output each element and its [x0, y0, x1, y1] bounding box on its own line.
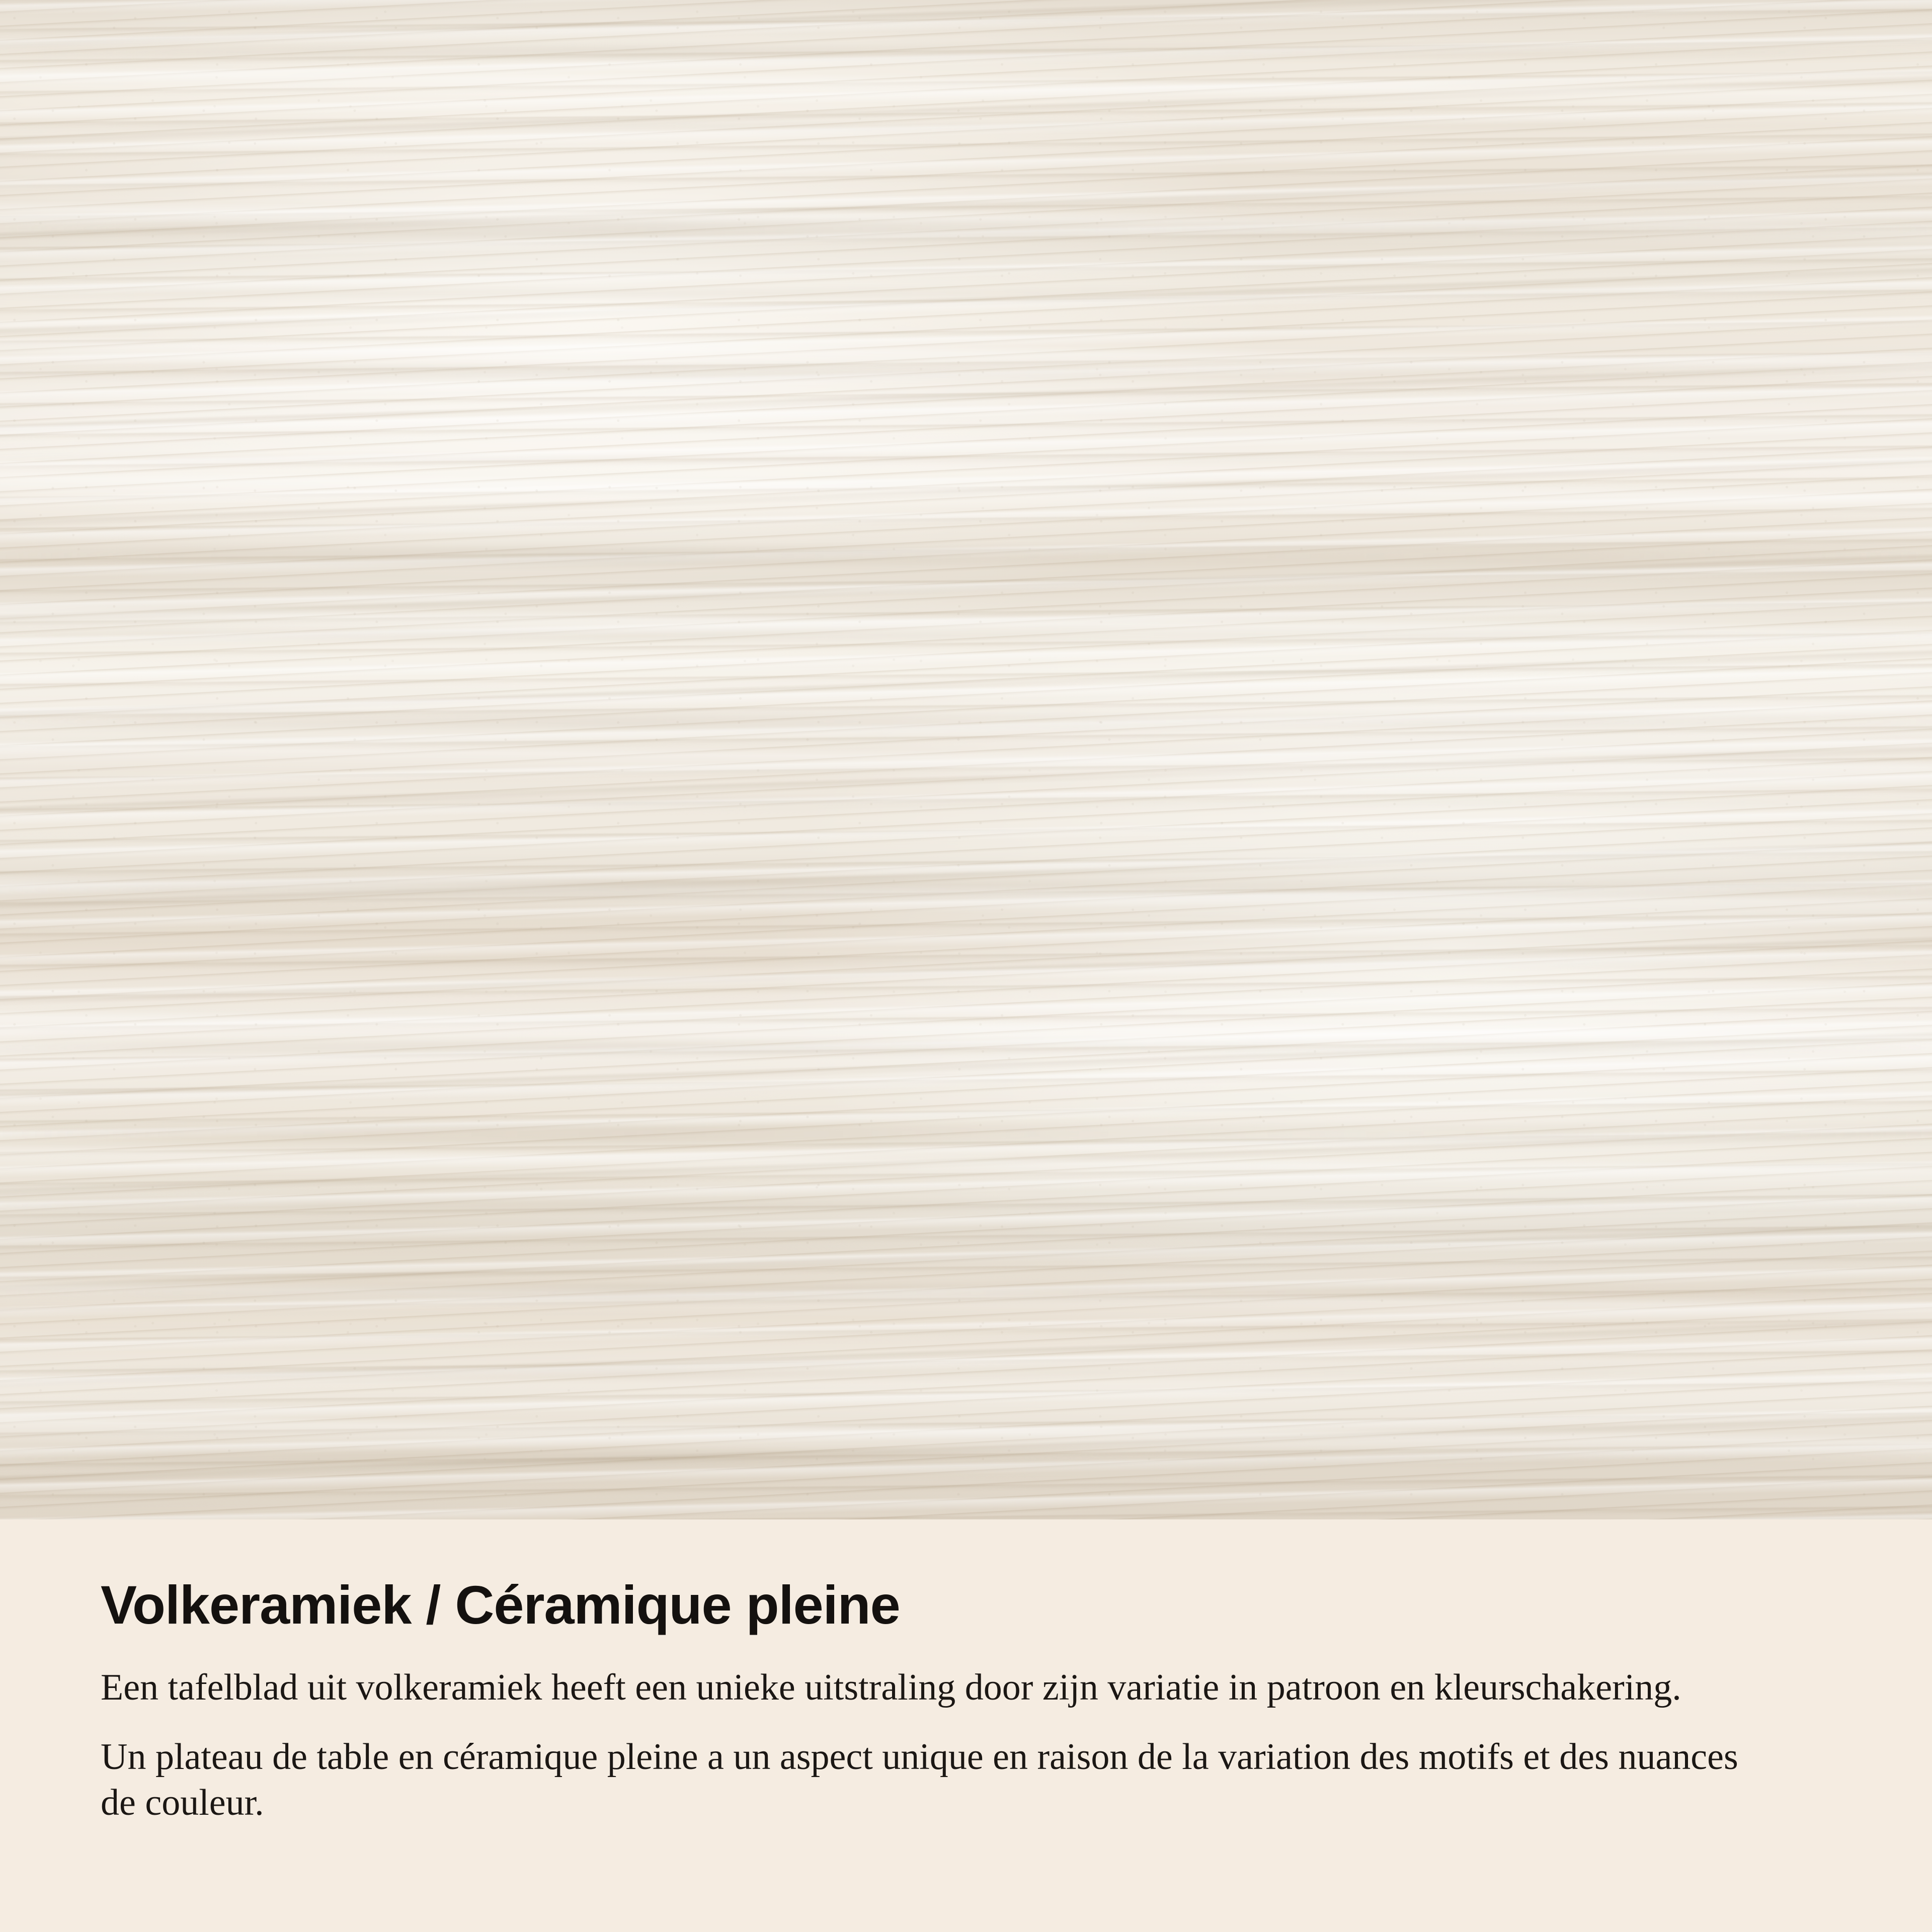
description-fr: Un plateau de table en céramique pleine a un aspect unique en raison de la variation des motifs et des nuances de couleur.	[101, 1736, 1738, 1824]
material-title: Volkeramiek / Céramique pleine	[101, 1574, 900, 1635]
caption-block	[0, 1519, 1932, 1932]
description-nl: Een tafelblad uit volkeramiek heeft een unieke uitstraling door zijn variatie in patroon en kleurschakering.	[101, 1666, 1681, 1708]
